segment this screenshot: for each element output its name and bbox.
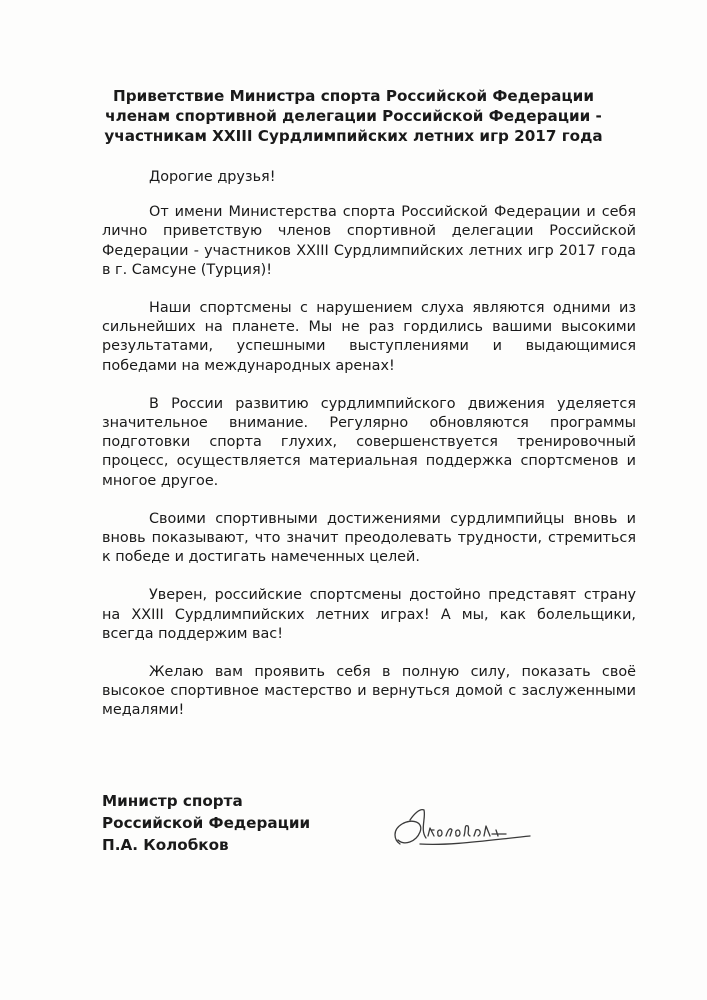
signature-block [102, 790, 310, 856]
signer-organization: Российской Федерации [102, 814, 311, 832]
greeting: Дорогие друзья! [149, 169, 276, 185]
title-line-2: членам спортивной делегации Российской Федерации - [105, 107, 602, 125]
paragraph-2: Наши спортсмены с нарушением слуха являются одними из сильнейших на планете. Мы не раз гордились вашими высокими результатами, успешными выступлениями и выдающимися победами на международных аренах! [102, 300, 636, 374]
letter-title [40, 86, 667, 146]
paragraph-6: Желаю вам проявить себя в полную силу, показать своё высокое спортивное мастерство и вернуться домой с заслуженными медалями! [102, 664, 636, 719]
paragraph-1: От имени Министерства спорта Российской Федерации и себя лично приветствую членов спортивной делегации Российской Федерации - участников XXIII Сурдлимпийских летних игр 2017 года в г. Самсуне (Турция)! [102, 204, 636, 278]
signer-name: П.А. Колобков [102, 836, 229, 854]
paragraph-5: Уверен, российские спортсмены достойно представят страну на XXIII Сурдлимпийских летних играх! А мы, как болельщики, всегда поддержим вас! [102, 587, 636, 642]
signer-position: Министр спорта [102, 792, 243, 810]
handwritten-signature-icon [380, 800, 560, 860]
title-line-1: Приветствие Министра спорта Российской Федерации [113, 87, 594, 105]
letter-body [102, 168, 636, 740]
title-line-3: участникам XXIII Сурдлимпийских летних игр 2017 года [104, 127, 603, 145]
paragraph-4: Своими спортивными достижениями сурдлимпийцы вновь и вновь показывают, что значит преодолевать трудности, стремиться к победе и достигать намеченных целей. [102, 510, 636, 566]
paragraph-3: В России развитию сурдлимпийского движения уделяется значительное внимание. Регулярно обновляются программы подготовки спорта глухих, совершенствуется тренировочный процесс, осуществляется материальная поддержка спортсменов и многое другое. [102, 395, 636, 489]
